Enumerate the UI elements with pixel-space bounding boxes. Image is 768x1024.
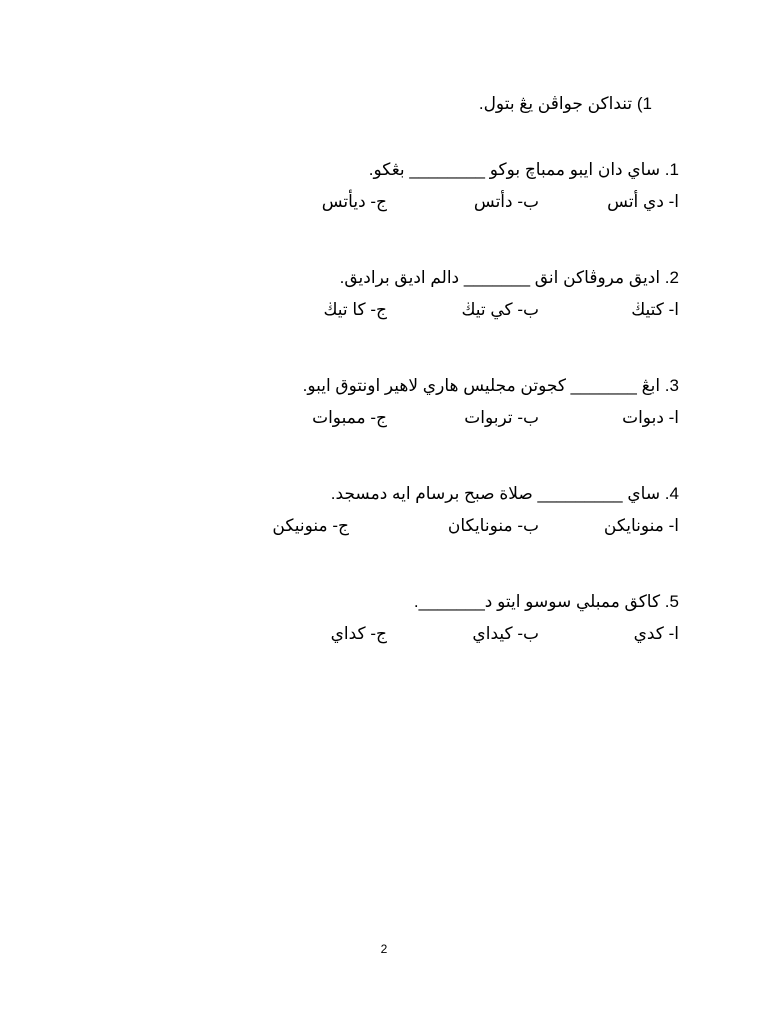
question-4 — [79, 481, 679, 539]
options-row — [79, 513, 679, 539]
option-c: ج- کداي — [330, 624, 387, 643]
options-row — [79, 405, 679, 431]
option-a: ا- منونايکن — [603, 516, 679, 535]
option-b: ب- کيداي — [472, 624, 539, 643]
question-text: 2. اديق مروڤاکن انق _______ دالم اديق براديق. — [339, 268, 679, 287]
option-c: ج- کا تيڬ — [323, 300, 387, 319]
question-2 — [79, 265, 679, 323]
question-3 — [79, 373, 679, 431]
question-text: 5. کاکق ممبلي سوسو ايتو د_______. — [413, 592, 679, 611]
option-a: ا- کتيڬ — [631, 300, 679, 319]
option-a: ا- کدي — [633, 624, 679, 643]
option-c: ج- منونيکن — [272, 516, 349, 535]
options-row — [79, 621, 679, 647]
question-1 — [79, 157, 679, 215]
question-text: 3. ابڠ _______ کجوتن مجليس هاري لاهير اونتوق ايبو. — [302, 376, 679, 395]
page-number: 2 — [380, 942, 388, 956]
option-a: ا- دي أتس — [607, 192, 679, 211]
option-c: ج- ممبوات — [312, 408, 387, 427]
option-b: ب- کي تيڬ — [461, 300, 539, 319]
option-a: ا- دبوات — [622, 408, 679, 427]
options-row — [79, 189, 679, 215]
option-b: ب- دأتس — [473, 192, 539, 211]
option-c: ج- ديأتس — [321, 192, 387, 211]
instruction-heading: 1) تنداکن جواڤن يڠ بتول. — [478, 94, 652, 113]
options-row — [79, 297, 679, 323]
option-b: ب- منونايکان — [447, 516, 539, 535]
question-text: 1. ساي دان ايبو ممباچ بوکو ________ بڠکو. — [368, 160, 679, 179]
question-5 — [79, 589, 679, 647]
question-text: 4. ساي _________ صلاة صبح برسام ايه دمسجد. — [330, 484, 679, 503]
option-b: ب- تربوات — [464, 408, 539, 427]
